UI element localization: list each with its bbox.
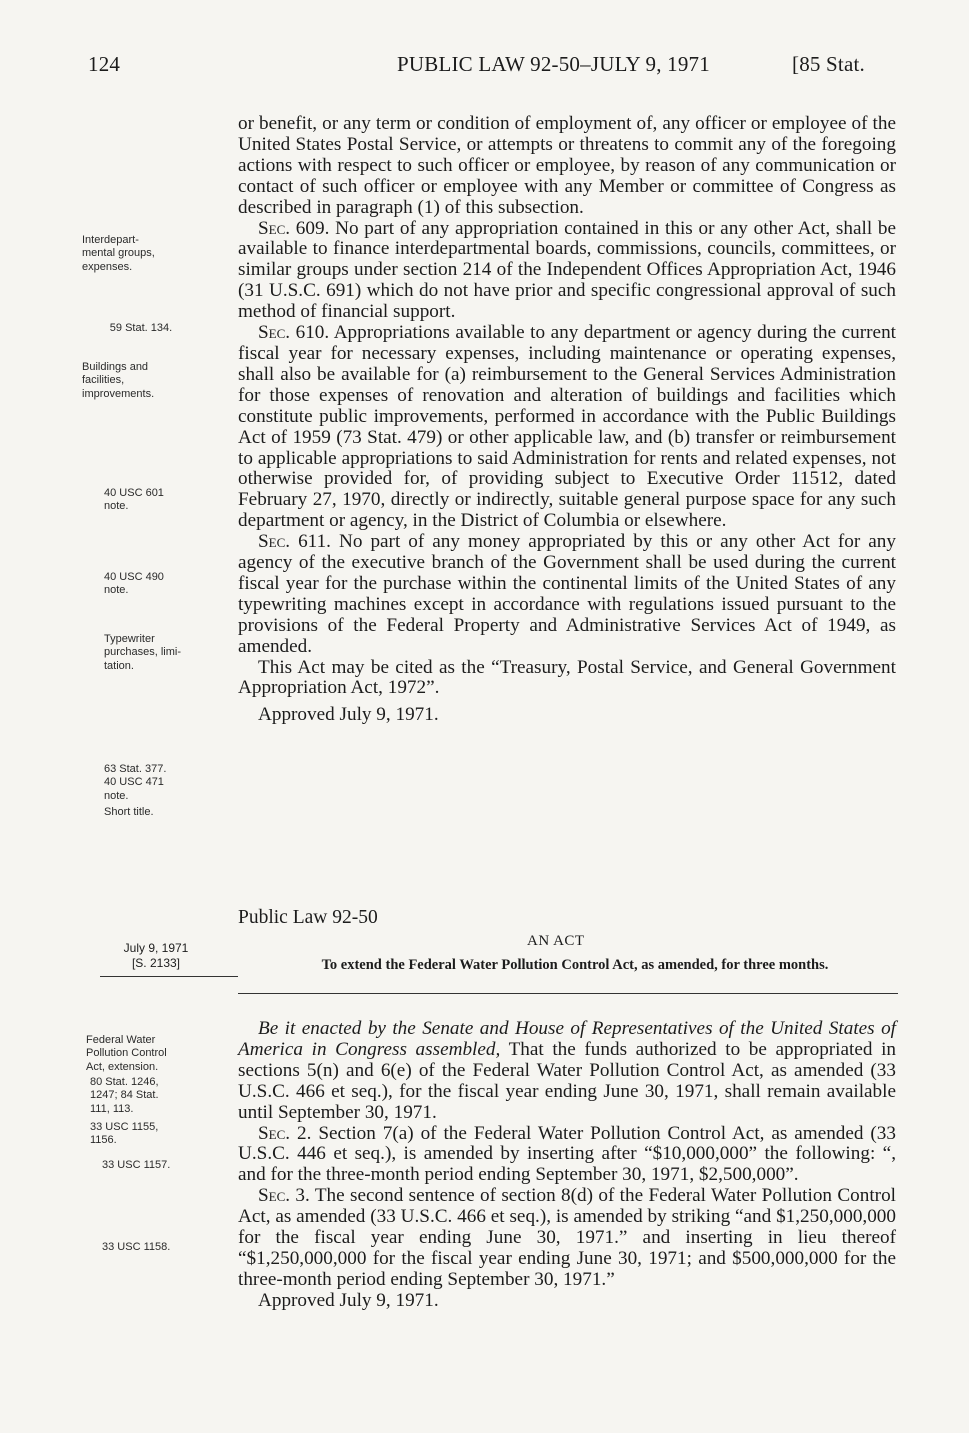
margin-note: 40 USC 601 note. <box>104 487 164 513</box>
bill-number: [S. 2133] <box>131 956 181 970</box>
margin-note: Interdepart- mental groups, expenses. <box>82 234 155 273</box>
section-609 <box>238 219 896 324</box>
section-text: That the funds authorized to be appropriated in sections 5(n) and 6(e) of the Federal Water Pollution Control Act, as amended (33 U.S.C. 466 et seq.), for the fiscal year ending June 30, 1971, shall remain available until September 30, 1971. <box>238 1038 897 1123</box>
section-1 <box>238 1019 896 1124</box>
section-text: No part of any money appropriated by this or any other Act for any agency of the executive branch of the Government shall be used during the current fiscal year for the purchase within the continental limits of the United States of any typewriting machines except in accordance with regulations issued pursuant to the provisions of the Federal Property and Administrative Services Act of 1949, as amended. <box>238 531 896 657</box>
section-label: Sec. 611. <box>258 531 331 553</box>
section-2 <box>238 1124 896 1187</box>
section-3 <box>238 1186 896 1291</box>
margin-note: 33 USC 1157. <box>102 1159 171 1171</box>
margin-note: 80 Stat. 1246, 1247; 84 Stat. 111, 113. <box>90 1076 159 1115</box>
short-title-paragraph: This Act may be cited as the “Treasury, Postal Service, and General Government Appropriation Act, 1972”. <box>238 656 896 699</box>
an-act-heading: AN ACT <box>527 933 585 949</box>
section-label: Sec. 3. <box>258 1185 310 1207</box>
section-610 <box>238 323 896 532</box>
heading-divider <box>238 993 898 994</box>
section-text: No part of any appropriation contained in this or any other Act, shall be available to finance interdepartmental boards, commissions, councils, committees, or similar groups under section 214 of the Independent Offices Appropriation Act, 1946 (31 U.S.C. 691) which do not have prior and specific congressional approval of such method of financial support. <box>238 217 896 323</box>
section-label: Sec. 610. <box>258 322 330 344</box>
running-title: PUBLIC LAW 92-50–JULY 9, 1971 <box>397 52 710 76</box>
enacting-clause: Be it enacted by the Senate and House of Representatives of the United States of America in Congress assembled, <box>238 1018 896 1060</box>
margin-note: 40 USC 490 note. <box>104 571 164 597</box>
margin-note: Short title. <box>104 806 154 818</box>
section-text: Section 7(a) of the Federal Water Pollution Control Act, as amended (33 U.S.C. 446 et seq.), is amended by inserting after “$10,000,000” the following: “, and for the three-month period ending September 30, 1971, $2,500,000”. <box>238 1122 896 1186</box>
approval-line: Approved July 9, 1971. <box>258 1289 439 1311</box>
margin-note: 63 Stat. 377. 40 USC 471 note. <box>104 763 167 802</box>
section-611 <box>238 532 896 657</box>
section-label: Sec. 609. <box>258 217 330 239</box>
section-label: Sec. 2. <box>258 1122 312 1144</box>
margin-note: 59 Stat. 134. <box>109 322 173 334</box>
act-text-continued <box>238 114 896 726</box>
act-purpose: To extend the Federal Water Pollution Control Act, as amended, for three months. <box>321 957 829 973</box>
margin-note: Typewriter purchases, limi- tation. <box>104 633 182 672</box>
approval-line: Approved July 9, 1971. <box>258 704 439 726</box>
section-text: The second sentence of section 8(d) of the Federal Water Pollution Control Act, as amended (33 U.S.C. 466 et seq.), is amended by striking “and $1,250,000,000 for the fiscal year ending June 30, 1971.” and inserting in lieu thereof “$1,250,000,000 for the fiscal year ending June 30, 1971; and $500,000,000 for the three-month period ending September 30, 1971.” <box>238 1185 896 1290</box>
margin-note: 33 USC 1155, 1156. <box>90 1121 159 1147</box>
paragraph-continuation: or benefit, or any term or condition of employment of, any officer or employee of the United States Postal Service, or attempts or threatens to commit any of the foregoing actions with respect to such officer or employee, by reason of any communication or contact of such officer or employee with any Member or committee of Congress as described in paragraph (1) of this subsection. <box>238 113 896 218</box>
margin-note: Federal Water Pollution Control Act, extension. <box>86 1034 167 1073</box>
margin-note: 33 USC 1158. <box>102 1241 171 1253</box>
dateline-divider <box>100 976 238 977</box>
page-number: 124 <box>88 52 121 76</box>
margin-note: Buildings and facilities, improvements. <box>82 361 155 400</box>
statute-volume: [85 Stat. <box>792 52 865 76</box>
enactment-date: July 9, 1971 <box>123 941 189 955</box>
public-law-heading: Public Law 92-50 <box>238 907 378 928</box>
section-text: Appropriations available to any department or agency during the current fiscal year for necessary expenses, including maintenance or operating expenses, shall also be available for (a) reimbursement to the General Services Administration for those expenses of renovation and alteration of buildings and facilities which constitute public improvements, performed in accordance with the Public Buildings Act of 1959 (73 Stat. 479) or other applicable law, and (b) transfer or reimbursement to applicable appropriations to said Administration for rents and related expenses, not otherwise provided for, of providing subject to Executive Order 11512, dated February 27, 1970, directly or indirectly, suitable general purpose space for any such department or agency, in the District of Columbia or elsewhere. <box>238 322 896 532</box>
act-text-pl-92-50 <box>238 1019 896 1312</box>
